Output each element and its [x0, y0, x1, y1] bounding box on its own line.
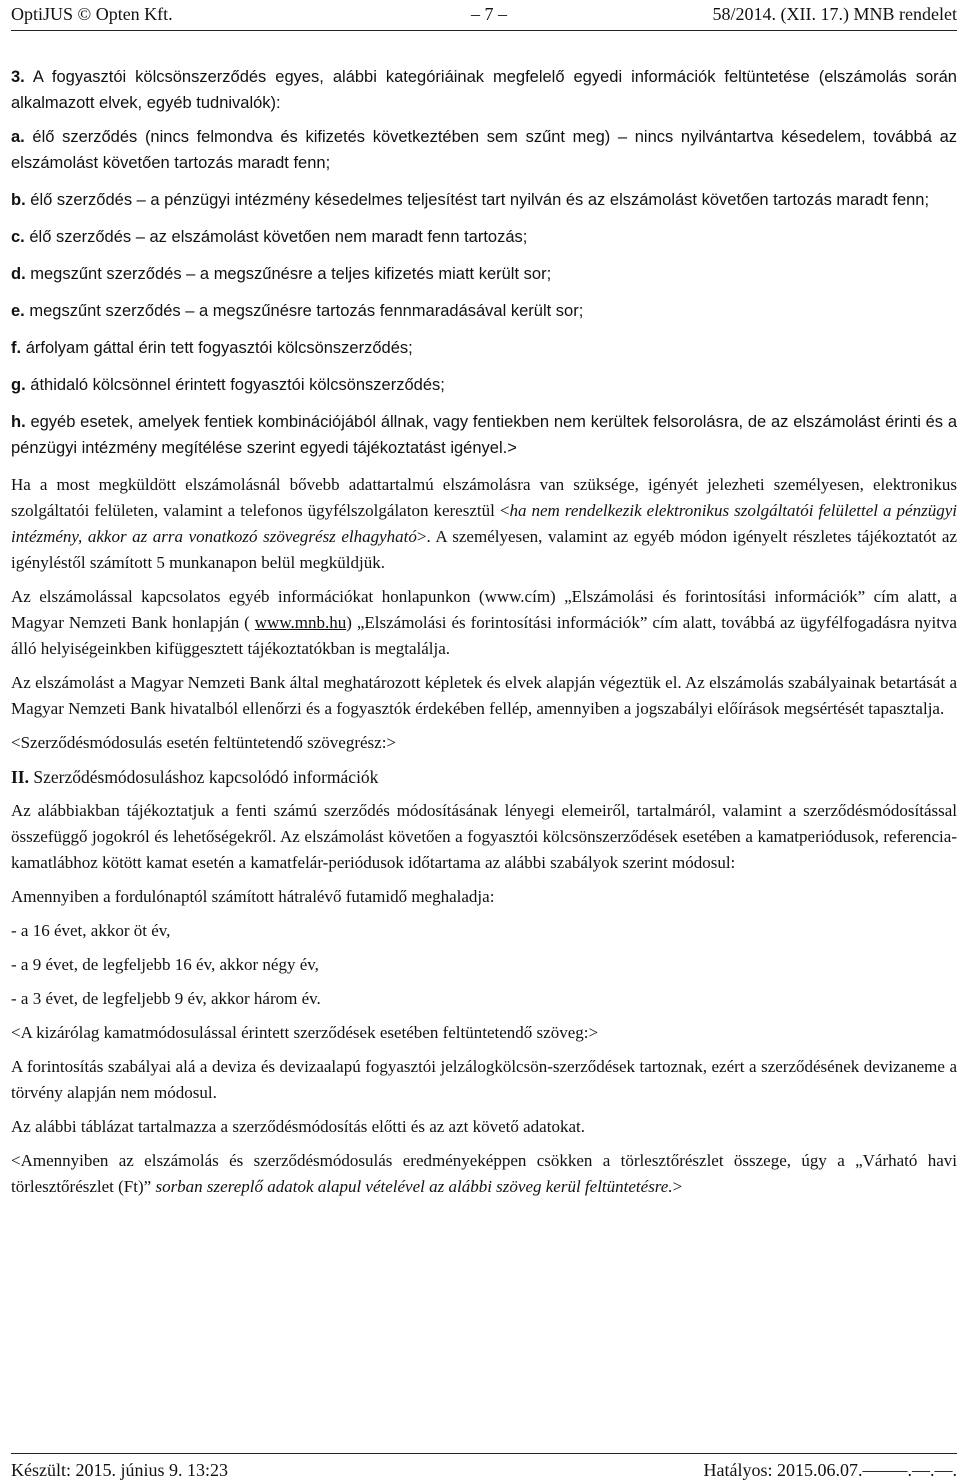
- list-item-text: megszűnt szerződés – a megszűnésre tartozás fennmaradásával került sor;: [29, 302, 584, 320]
- paragraph-italic-text: ha nem rendelkezik elektronikus szolgáltatói felülettel a pénzügyi intézmény, akkor az arra vonatkozó szövegrész elhagyható: [11, 501, 957, 546]
- paragraph-table-intro: Az alábbi táblázat tartalmazza a szerződésmódosítás előtti és az azt követő adatokat.: [11, 1117, 585, 1136]
- list-item-text: áthidaló kölcsönnel érintett fogyasztói kölcsönszerződés;: [30, 376, 445, 394]
- page-header: [11, 2, 957, 30]
- section-3-label: 3.: [11, 68, 25, 86]
- footer-effective: Hatályos: 2015.06.07.–––––.––.––.: [703, 1460, 957, 1480]
- paragraph-text: >. A személyesen, valamint az egyéb módon igényelt részletes tájékoztatót az igényléstől számított 5 munkanapon belül megküldjük.: [11, 527, 957, 572]
- list-item-h: [11, 409, 957, 461]
- section-3-text: A fogyasztói kölcsönszerződés egyes, alábbi kategóriáinak megfelelő egyedi információk feltüntetése (elszámolás során alkalmazott elvek, egyéb tudnivalók):: [11, 68, 957, 112]
- list-item-a: [11, 124, 957, 176]
- paragraph-detailed-statement: [11, 472, 957, 576]
- paragraph-mnb-rules: Az elszámolást a Magyar Nemzeti Bank által meghatározott képletek és elvek alapján végeztük el. Az elszámolás szabályainak betartását a Magyar Nemzeti Bank hivatalból ellenőrzi és a fogyasztók érdekében fellép, amennyiben a jogszabályi előírások megsértését tapasztalja.: [11, 673, 957, 718]
- list-item-e: [11, 298, 957, 324]
- header-regulation: 58/2014. (XII. 17.) MNB rendelet: [712, 4, 957, 24]
- list-item-label: e.: [11, 302, 25, 320]
- paragraph-text: >: [672, 1177, 683, 1196]
- paragraph-modification-info: Az alábbiakban tájékoztatjuk a fenti számú szerződés módosításának lényegi elemeiről, tartalmáról, valamint a szerződésmódosítással összefüggő jogokról és lehetőségekről. Az elszámolást követően a fogyasztói kölcsönszerződések esetében a kamatperiódusok, referencia-kamatlábhoz kötött kamat esetén a kamatfelár-periódusok időtartama az alábbi szabályok szerint módosul:: [11, 801, 957, 872]
- paragraph-text: ) „Elszámolási és forintosítási információk” cím alatt, továbbá az ügyfélfogadásra nyitva álló helyiségeinkben kifüggesztett tájékoztatókban is megtalálja.: [11, 613, 957, 658]
- list-item-label: f.: [11, 339, 22, 357]
- section-2-label: II.: [11, 767, 29, 787]
- paragraph-info-links: [11, 584, 957, 662]
- footer-created: Készült: 2015. június 9. 13:23: [11, 1460, 228, 1480]
- list-item-label: c.: [11, 228, 25, 246]
- paragraph-text: Ha a most megküldött elszámolásnál bővebb adattartalmú elszámolásra van szüksége, igényét jelezheti személyesen, elektronikus szolgáltatói felületen, valamint a telefonos ügyfélszolgálaton keresztül <: [11, 475, 957, 520]
- page-footer: [11, 1458, 957, 1484]
- header-publisher: OptiJUS © Opten Kft.: [11, 4, 173, 24]
- list-item-c: [11, 224, 957, 250]
- list-item-text: megszűnt szerződés – a megszűnésre a teljes kifizetés miatt került sor;: [30, 265, 552, 283]
- mnb-link[interactable]: www.mnb.hu: [254, 613, 347, 632]
- paragraph-text: Az elszámolással kapcsolatos egyéb információkat honlapunkon (www.cím) „Elszámolási és forintosítási információk” cím alatt, a Magyar Nemzeti Bank honlapján (: [11, 587, 957, 632]
- list-item-f: [11, 335, 957, 361]
- paragraph-modification-note: <Szerződésmódosulás esetén feltüntetendő szövegrész:>: [11, 733, 397, 752]
- paragraph-conversion-rules: A forintosítás szabályai alá a deviza és devizaalapú fogyasztói jelzálogkölcsön-szerződések tartoznak, ezért a szerződésének devizaneme a törvény alapján nem módosul.: [11, 1057, 957, 1102]
- list-item-b: [11, 187, 957, 213]
- list-item-label: h.: [11, 413, 26, 431]
- list-item-label: a.: [11, 128, 25, 146]
- list-item-text: élő szerződés – az elszámolást követően nem maradt fenn tartozás;: [29, 228, 528, 246]
- rule-line-1: - a 16 évet, akkor öt év,: [11, 921, 171, 940]
- paragraph-text: <Amennyiben az elszámolás és szerződésmódosulás eredményeképpen csökken a törlesztőrészlet összege, úgy a „Várható havi törlesztőrészlet (Ft)”: [11, 1151, 957, 1196]
- section-2-title: Szerződésmódosuláshoz kapcsolódó információk: [33, 767, 379, 787]
- list-item-text: árfolyam gáttal érin tett fogyasztói kölcsönszerződés;: [25, 339, 413, 357]
- header-divider: [11, 30, 957, 31]
- document-body: [11, 64, 957, 1208]
- list-item-label: d.: [11, 265, 26, 283]
- rule-line-2: - a 9 évet, de legfeljebb 16 év, akkor négy év,: [11, 955, 319, 974]
- footer-divider: [11, 1453, 957, 1454]
- list-item-text: élő szerződés – a pénzügyi intézmény késedelmes teljesítést tart nyilván és az elszámolást követően tartozás maradt fenn;: [30, 191, 930, 209]
- paragraph-installment-note: [11, 1148, 957, 1200]
- list-item-d: [11, 261, 957, 287]
- paragraph-italic-text: sorban szereplő adatok alapul vételével az alábbi szöveg kerül feltüntetésre.: [155, 1177, 673, 1196]
- list-item-g: [11, 372, 957, 398]
- list-item-text: egyéb esetek, amelyek fentiek kombinációjából állnak, vagy fentiekben nem kerültek felsorolásra, de az elszámolást érinti és a pénzügyi intézmény megítélése szerint egyedi tájékoztatást igényel.>: [11, 413, 957, 457]
- header-page-number: – 7 –: [471, 4, 507, 24]
- paragraph-remaining-term: Amennyiben a fordulónaptól számított hátralévő futamidő meghaladja:: [11, 887, 495, 906]
- list-item-text: élő szerződés (nincs felmondva és kifizetés következtében sem szűnt meg) – nincs nyilvántartva késedelem, továbbá az elszámolást követően tartozás maradt fenn;: [11, 128, 957, 172]
- section-2-heading: [11, 764, 957, 790]
- section-3: [11, 64, 957, 116]
- rule-line-3: - a 3 évet, de legfeljebb 9 év, akkor három év.: [11, 989, 321, 1008]
- list-item-label: b.: [11, 191, 26, 209]
- paragraph-interest-only-note: <A kizárólag kamatmódosulással érintett szerződések esetében feltüntetendő szöveg:>: [11, 1023, 599, 1042]
- list-item-label: g.: [11, 376, 26, 394]
